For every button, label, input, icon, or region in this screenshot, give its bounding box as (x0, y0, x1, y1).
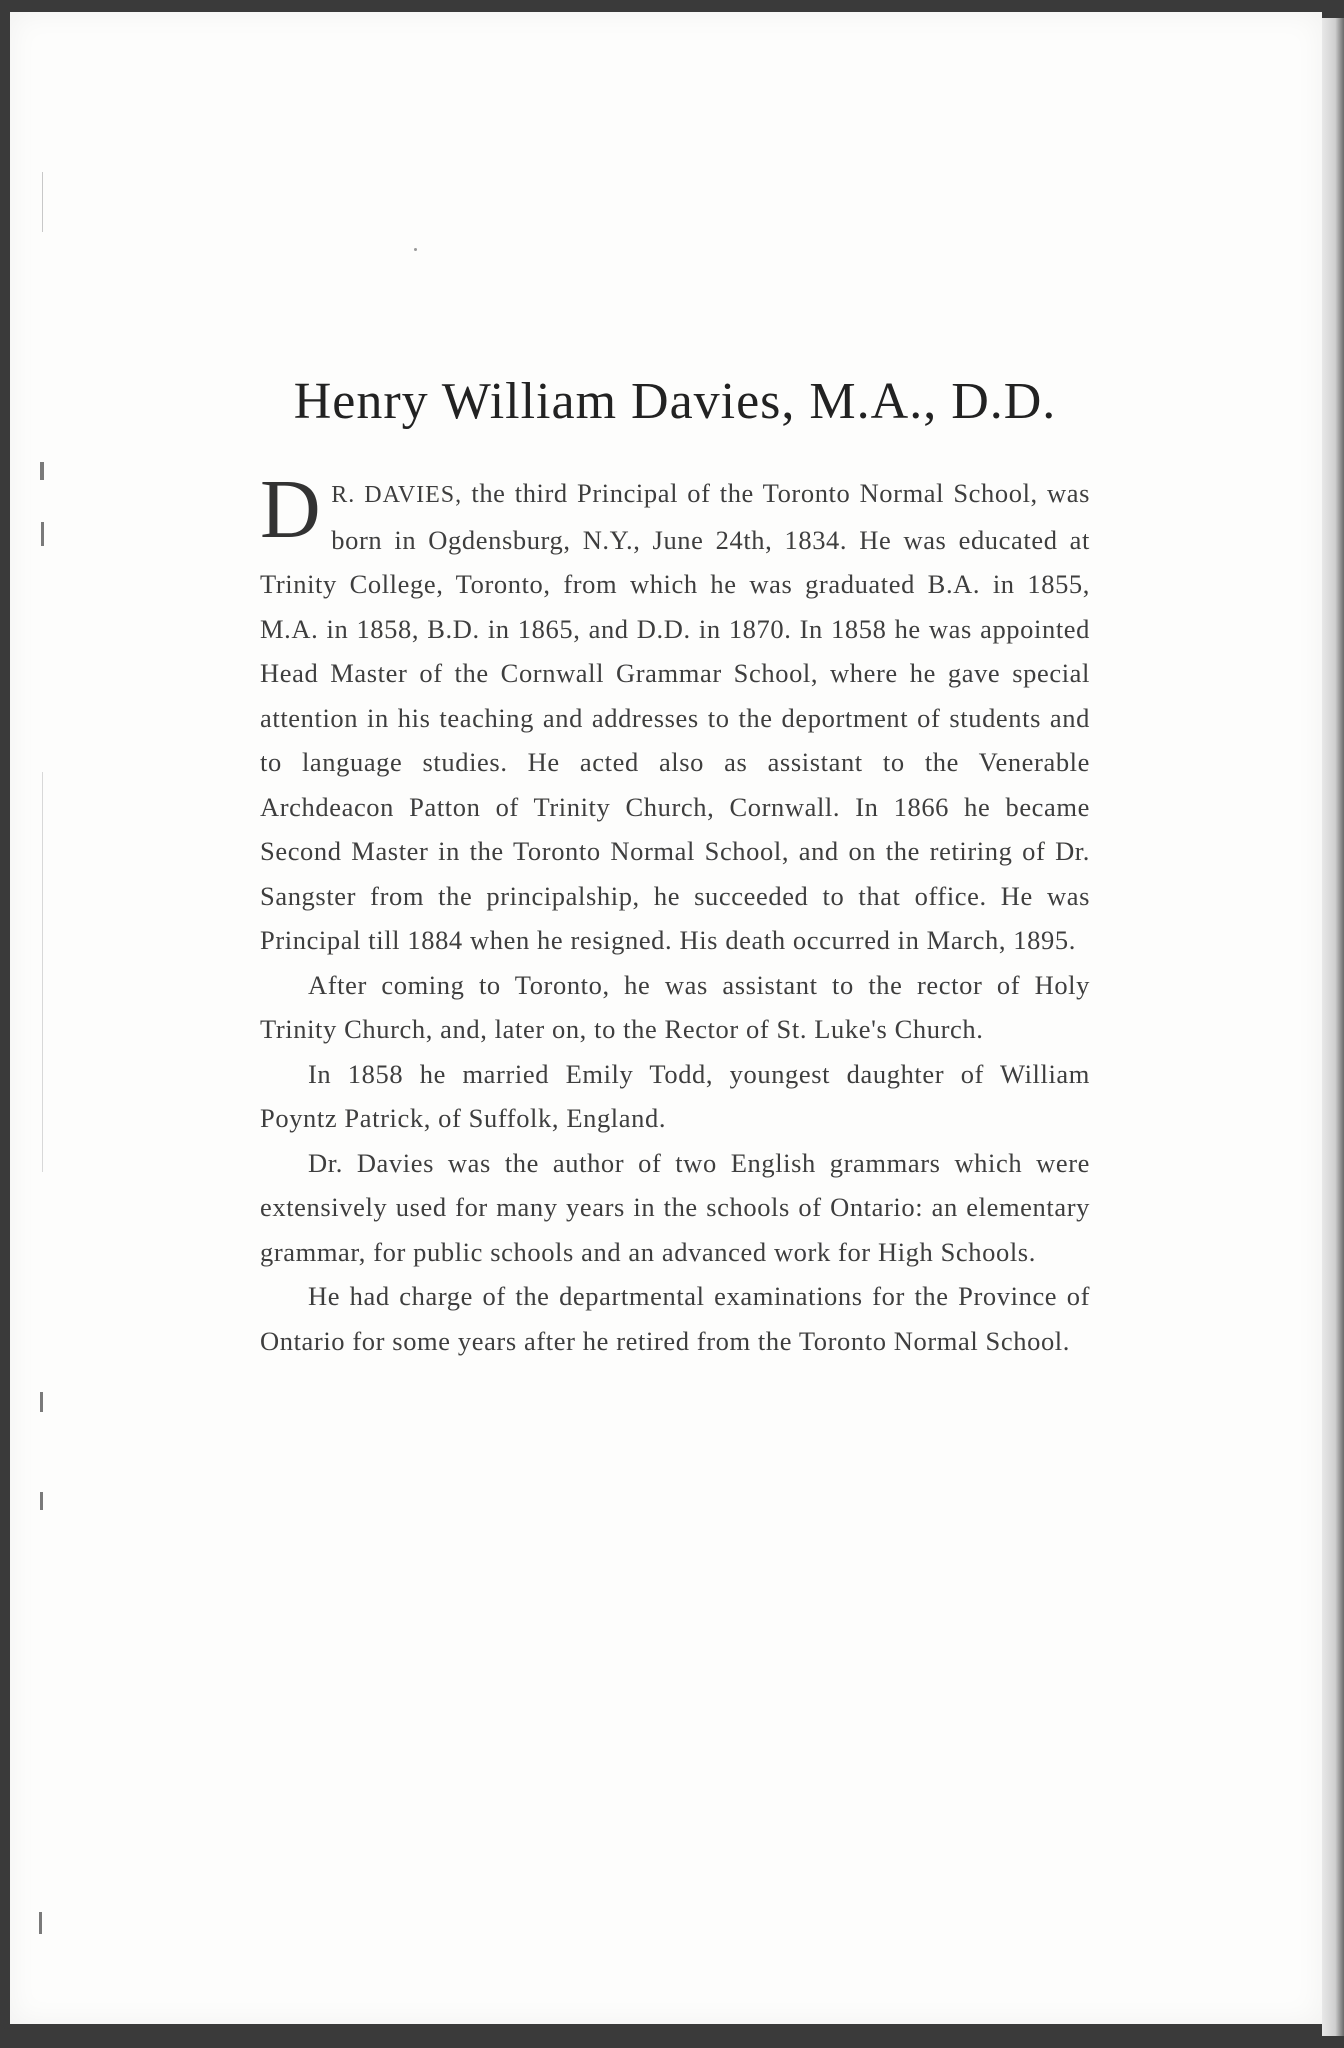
gutter-mark (42, 172, 43, 232)
paragraph: He had charge of the departmental examinations for the Province of Ontario for some years after he retired from the Toronto Normal School. (260, 1281, 1090, 1356)
intro-paragraph (260, 463, 1090, 963)
drop-cap: D (260, 463, 322, 556)
intro-lead-caps: R. DAVIES, (331, 482, 463, 508)
gutter-mark (40, 462, 44, 480)
gutter-mark (40, 1392, 43, 1412)
binding-gutter (34, 72, 52, 1872)
gutter-mark (41, 522, 44, 546)
gutter-mark (40, 1492, 43, 1510)
page-edge-shadow (1322, 18, 1344, 2036)
gutter-mark (42, 772, 43, 1172)
intro-text: the third Principal of the Toronto Normal School, was born in Ogdensburg, N.Y., June 24th, 1834. He was educated at Trinity College, Toronto, from which he was graduated B.A. in 1855, M.A. in 1858, B.D. in 1865, and D.D. in 1870. In 1858 he was appointed Head Master of the Cornwall Grammar School, where he gave special attention in his teaching and addresses to the deportment of students and to language studies. He acted also as assistant to the Venerable Archdeacon Patton of Trinity Church, Cornwall. In 1866 he became Second Master in the Toronto Normal School, and on the retiring of Dr. Sangster from the principalship, he succeeded to that office. He was Principal till 1884 when he resigned. His death occurred in March, 1895. (260, 478, 1090, 955)
paragraph: After coming to Toronto, he was assistant to the rector of Holy Trinity Church, and, later on, to the Rector of St. Luke's Church. (260, 969, 1090, 1044)
paragraph: Dr. Davies was the author of two English grammars which were extensively used for many years in the schools of Ontario: an elementary grammar, for public schools and an advanced work for High Schools. (260, 1147, 1090, 1267)
book-page (10, 12, 1322, 2024)
paper-speck (414, 248, 417, 251)
page-title: Henry William Davies, M.A., D.D. (293, 373, 1057, 430)
article-body (260, 372, 1090, 1363)
paragraph: In 1858 he married Emily Todd, youngest daughter of William Poyntz Patrick, of Suffolk, England. (260, 1058, 1090, 1133)
gutter-mark (39, 1912, 42, 1934)
